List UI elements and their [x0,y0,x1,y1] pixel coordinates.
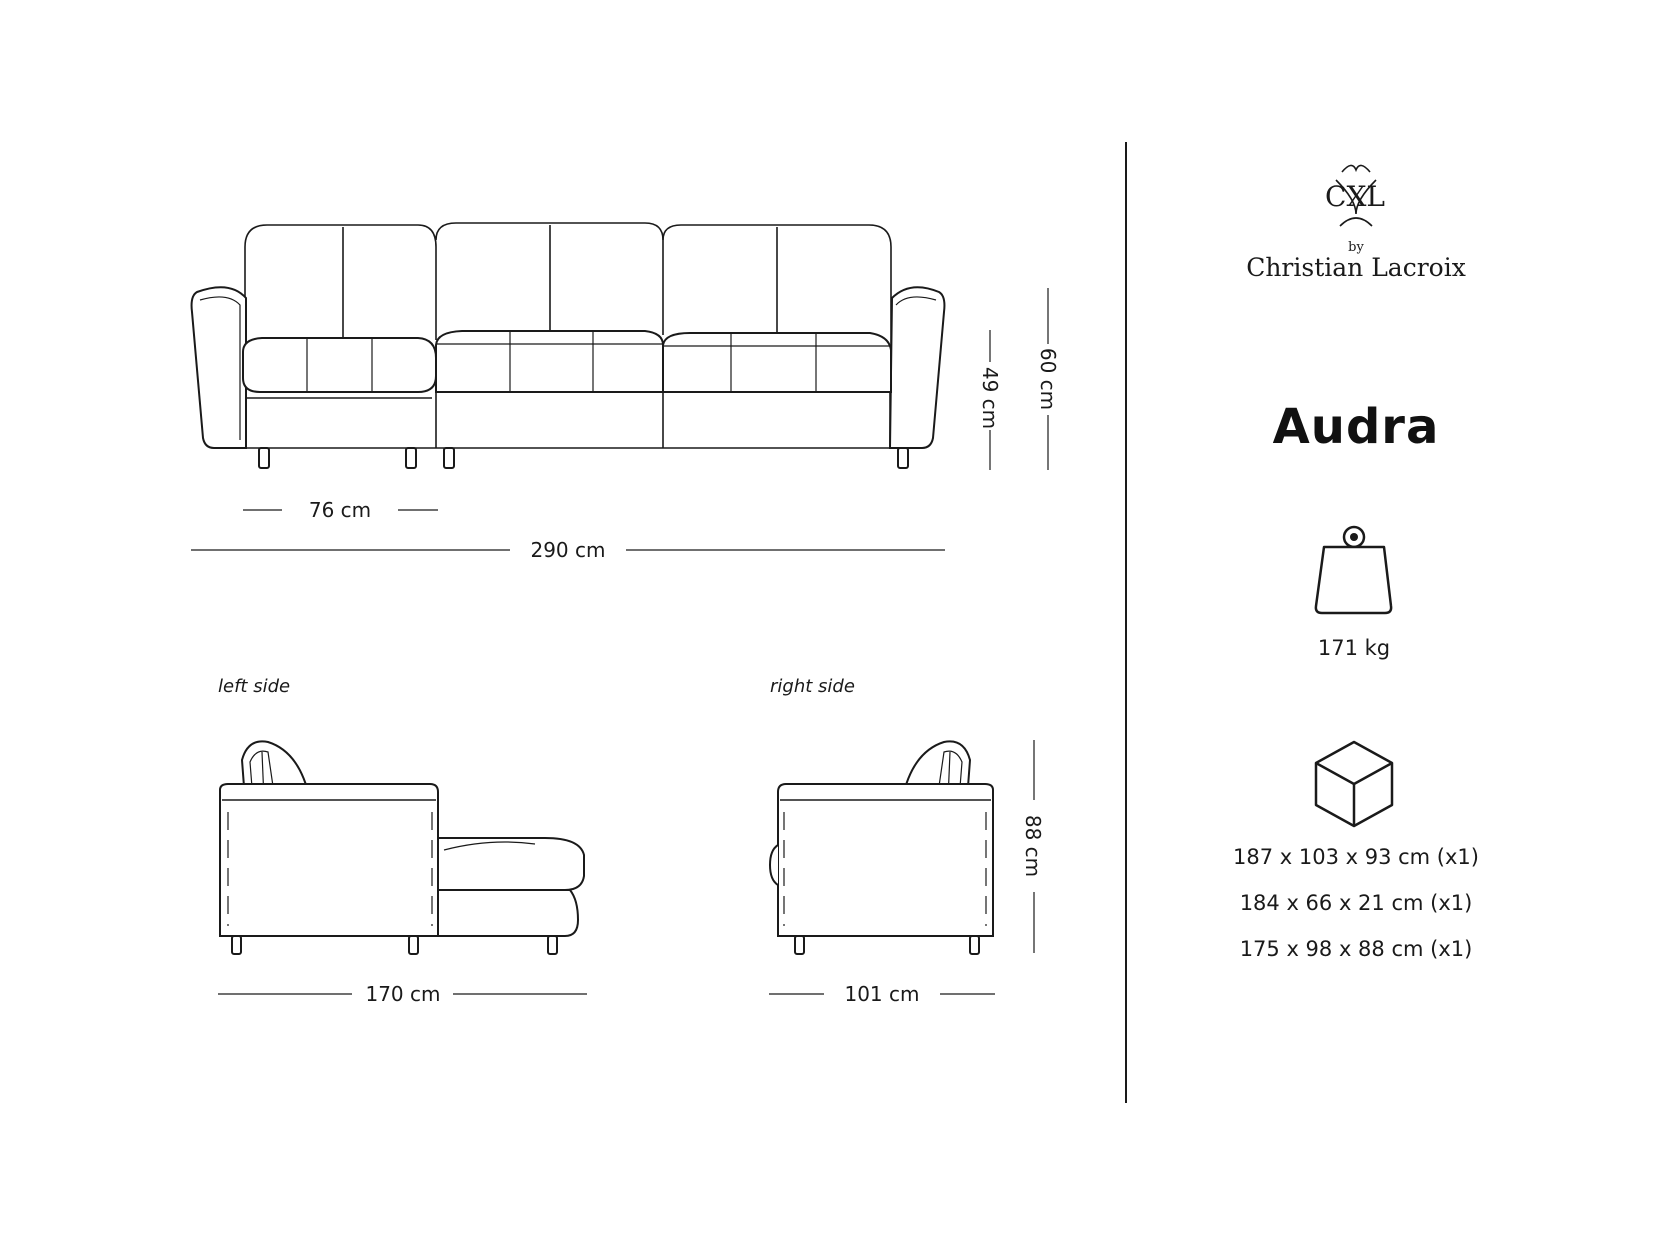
seat-height-label: 49 cm [978,366,1002,430]
total-height-label: 60 cm [1036,347,1060,411]
right-side-dimension-height [1021,740,1045,953]
package-item: 187 x 103 x 93 cm (x1) [1233,845,1479,869]
brand-by: by [1348,240,1364,255]
front-dimension-seat-width [243,498,438,522]
right-side-depth-label: 101 cm [844,982,920,1006]
front-view-sofa [192,223,945,468]
left-side-view [220,741,584,954]
brand-name: Christian Lacroix [1246,253,1466,282]
left-side-dimension-depth [218,982,587,1006]
front-dimension-total-height [1036,288,1060,470]
product-name: Audra [1272,399,1440,455]
brand-monogram: CXL [1325,180,1385,213]
right-side-view [770,741,993,954]
weight-icon [1316,527,1391,613]
right-side-label: right side [770,676,855,697]
total-width-label: 290 cm [530,538,606,562]
seat-width-label: 76 cm [308,498,372,522]
left-side-label: left side [218,676,291,697]
weight-value: 171 kg [1317,636,1391,660]
brand-logo [1246,165,1466,282]
package-item: 184 x 66 x 21 cm (x1) [1239,891,1473,915]
front-dimension-total-width [191,538,945,562]
box-icon [1316,742,1392,826]
package-item: 175 x 98 x 88 cm (x1) [1239,937,1473,961]
left-side-depth-label: 170 cm [365,982,441,1006]
right-side-height-label: 88 cm [1021,814,1045,878]
front-dimension-seat-height [978,330,1002,470]
right-side-dimension-depth [769,982,995,1006]
